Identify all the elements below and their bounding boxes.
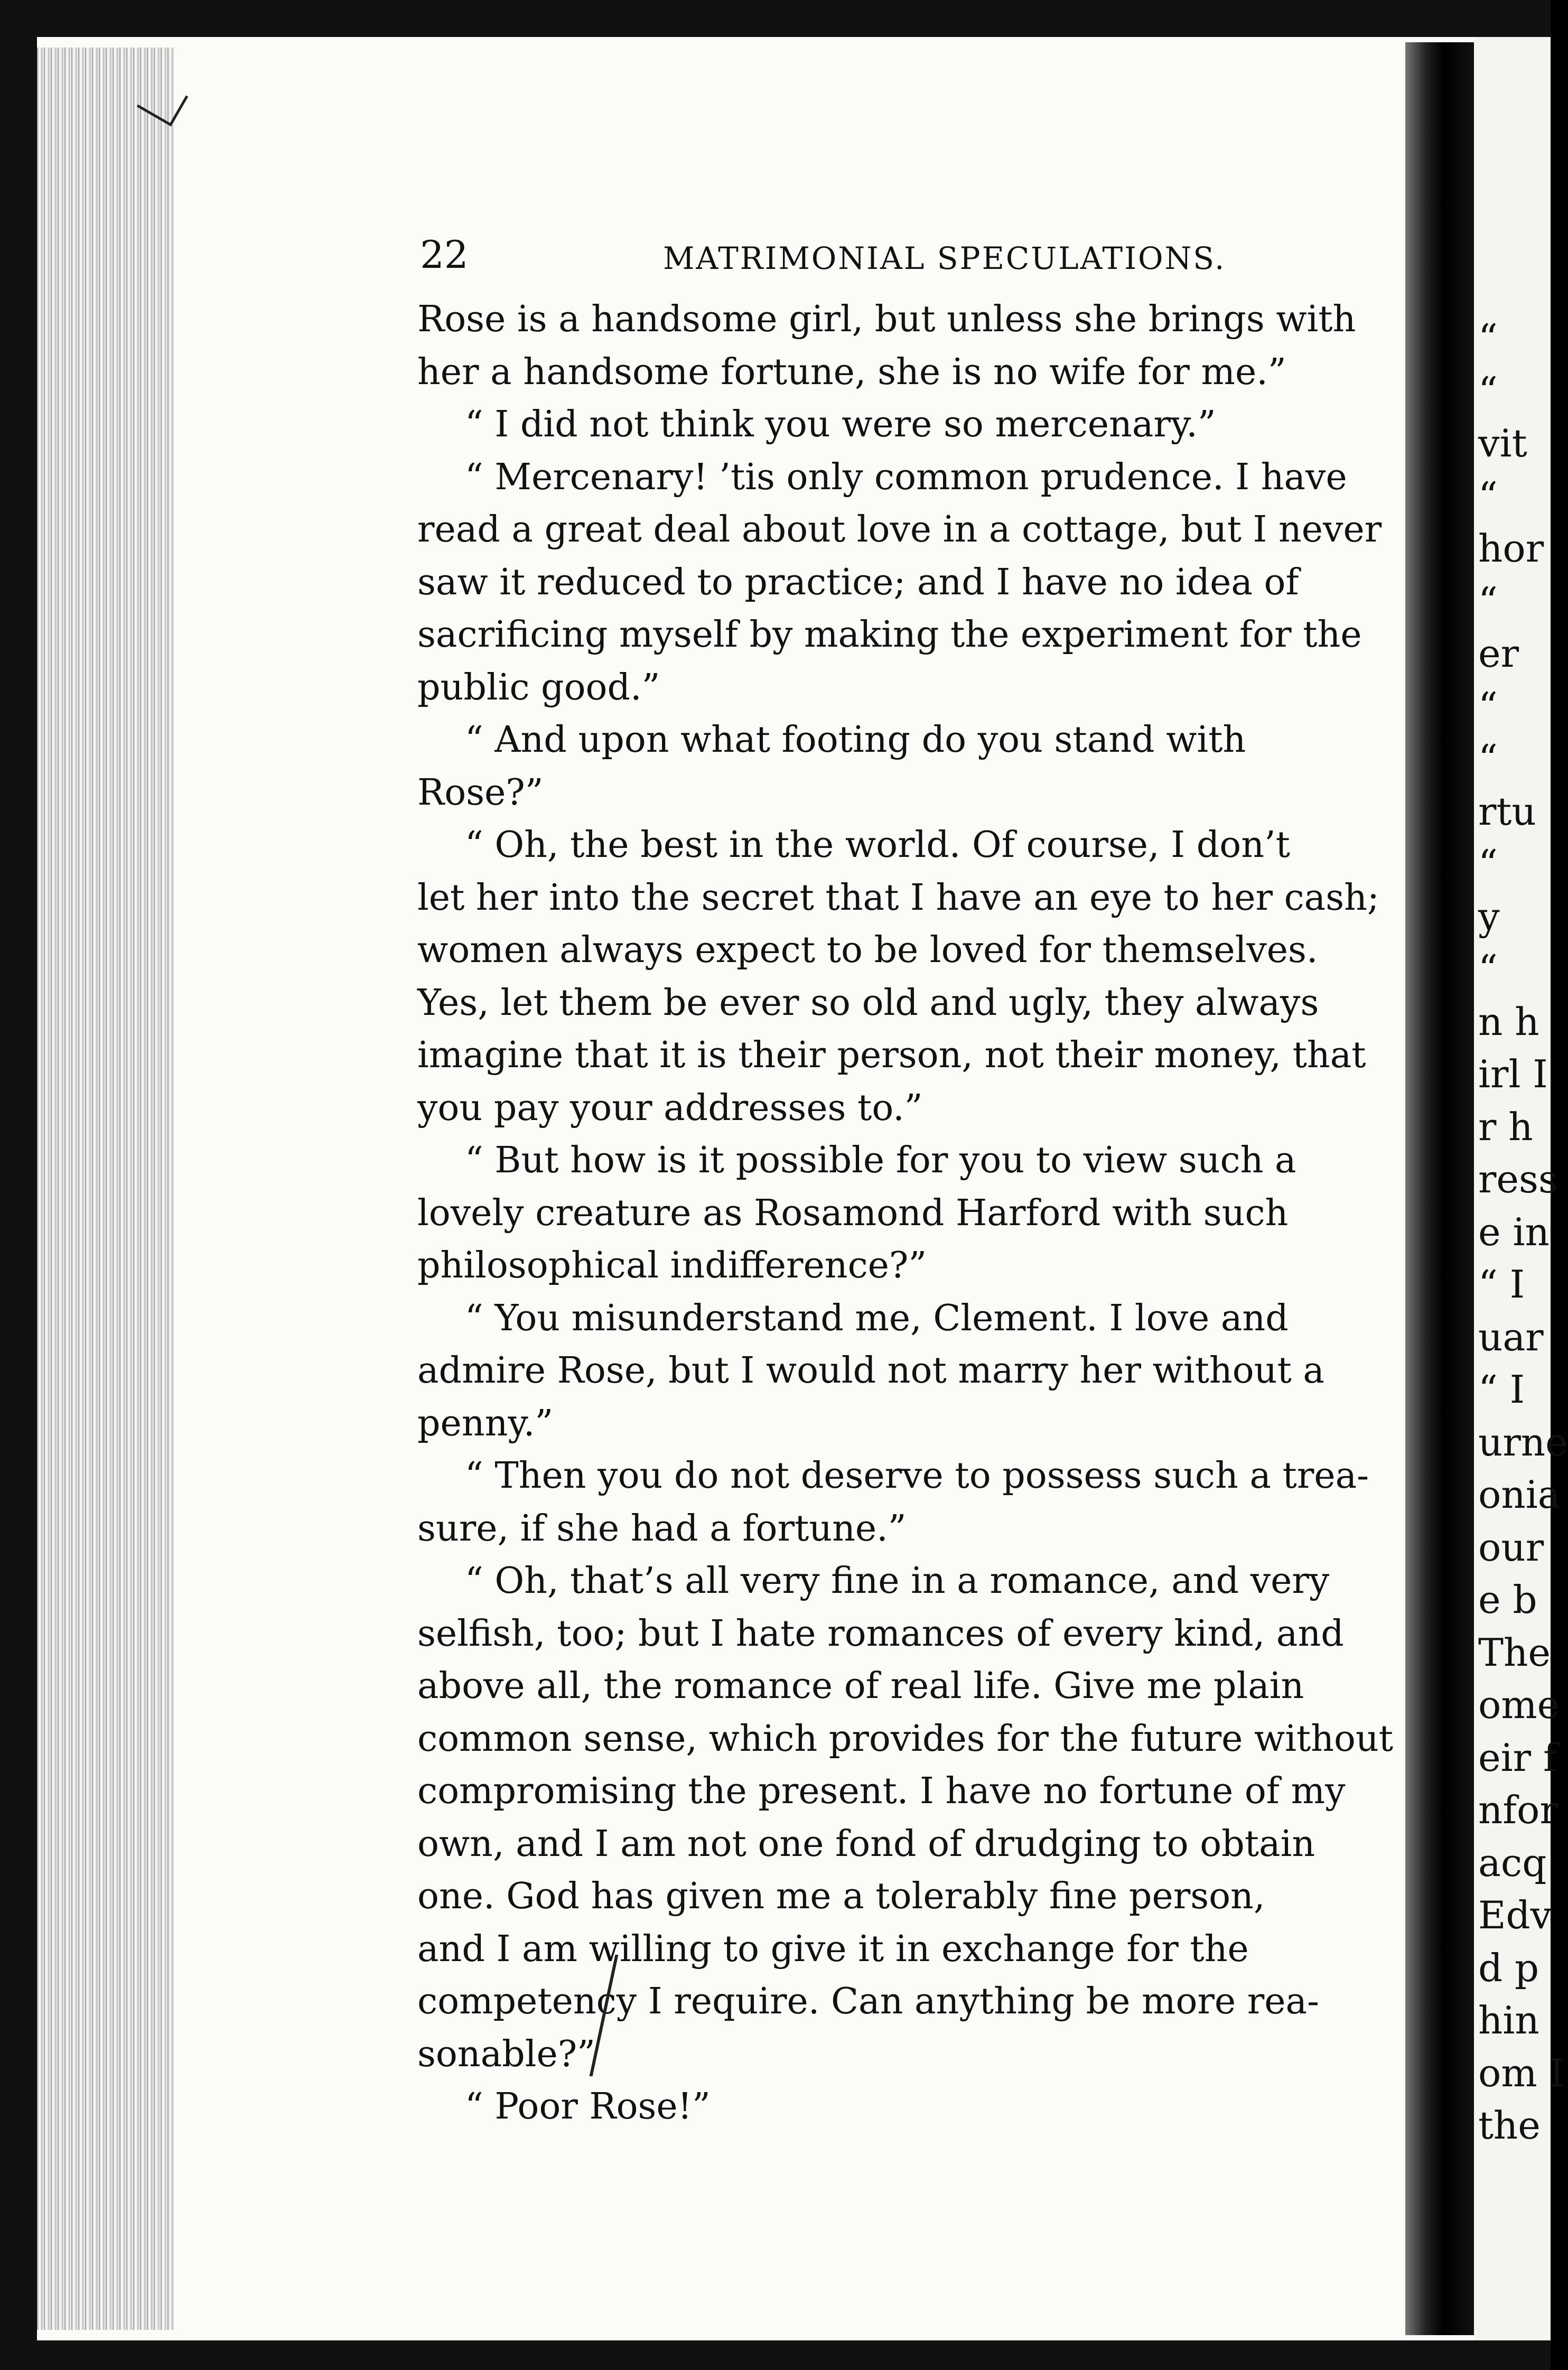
running-title: MATRIMONIAL SPECULATIONS.: [663, 240, 1226, 276]
text-line: imagine that it is their person, not their money, that: [417, 1034, 1366, 1076]
text-line: Rose is a handsome girl, but unless she brings with: [417, 298, 1356, 340]
text-line: “ You misunderstand me, Clement. I love and: [465, 1297, 1289, 1339]
text-line: Rose?”: [417, 771, 544, 814]
facing-page-fragment: “: [1478, 947, 1498, 991]
facing-page-fragment: rtu: [1478, 789, 1536, 834]
text-line: and I am willing to give it in exchange for the: [417, 1928, 1249, 1970]
text-line: sacrificing myself by making the experiment for the: [417, 614, 1362, 656]
facing-page-fragment: “: [1478, 316, 1498, 360]
facing-page-fragment: “: [1478, 578, 1498, 623]
text-line: lovely creature as Rosamond Harford with such: [417, 1192, 1289, 1234]
facing-page-fragment: The: [1478, 1630, 1551, 1675]
text-line: “ Poor Rose!”: [465, 2086, 711, 2128]
facing-page-fragment: ress: [1478, 1157, 1558, 1201]
facing-page-fragment: n h: [1478, 999, 1539, 1044]
text-line: “ Oh, the best in the world. Of course, I don’t: [465, 824, 1290, 866]
text-line: philosophical indifference?”: [417, 1245, 927, 1286]
text-line: penny.”: [417, 1402, 554, 1444]
text-line: own, and I am not one fond of drudging to obtain: [417, 1823, 1315, 1865]
text-line: competency I require. Can anything be more rea-: [417, 1981, 1320, 2022]
facing-page-fragment: eir f: [1478, 1735, 1557, 1780]
book-gutter: [1405, 42, 1474, 2335]
facing-page-fragment: “ I: [1478, 1367, 1525, 1412]
facing-page-fragment: “: [1478, 473, 1498, 518]
text-line: sonable?”: [417, 2033, 595, 2075]
text-line: admire Rose, but I would not marry her without a: [417, 1350, 1324, 1392]
facing-page-fragment: om I: [1478, 2050, 1564, 2095]
facing-page-fragment: nfor: [1478, 1788, 1558, 1832]
text-line: let her into the secret that I have an eye to her cash;: [417, 876, 1379, 919]
text-line: common sense, which provides for the future without: [417, 1718, 1394, 1760]
facing-page-fragment: “: [1478, 736, 1498, 781]
text-line: sure, if she had a fortune.”: [417, 1507, 907, 1550]
facing-page-fragment: “ I: [1478, 1262, 1525, 1307]
text-line: Yes, let them be ever so old and ugly, they always: [417, 982, 1319, 1024]
text-line: you pay your addresses to.”: [417, 1087, 923, 1129]
facing-page-fragment: Edv: [1478, 1893, 1552, 1937]
facing-page-fragment: acq: [1478, 1840, 1547, 1885]
facing-page-fragment: the: [1478, 2103, 1541, 2148]
facing-page-fragment: e in: [1478, 1209, 1550, 1254]
text-line: one. God has given me a tolerably fine person,: [417, 1876, 1265, 1917]
text-line: “ But how is it possible for you to view such a: [465, 1140, 1296, 1181]
body-text: [417, 293, 1421, 2133]
facing-page-fragment: “: [1478, 684, 1498, 729]
facing-page-fragment: uar: [1478, 1314, 1544, 1359]
text-line: “ Then you do not deserve to possess such a trea-: [465, 1455, 1369, 1497]
text-line: selfish, too; but I hate romances of every kind, and: [417, 1612, 1344, 1655]
facing-page-fragment: er: [1478, 631, 1519, 676]
facing-page-fragment: y: [1478, 894, 1500, 939]
facing-page-fragment: urne: [1478, 1420, 1568, 1464]
facing-page-fragment: hor: [1478, 526, 1544, 571]
page-number: 22: [420, 232, 469, 277]
facing-page-fragment: vit: [1478, 421, 1527, 465]
facing-page-fragment: “: [1478, 368, 1498, 413]
text-line: her a handsome fortune, she is no wife for me.”: [417, 351, 1286, 393]
facing-page: [1474, 37, 1568, 2340]
text-line: women always expect to be loved for themselves.: [417, 929, 1318, 971]
facing-page-fragment: our: [1478, 1525, 1544, 1570]
facing-page-fragment: onia: [1478, 1472, 1561, 1517]
facing-page-fragment: r h: [1478, 1104, 1533, 1149]
facing-page-fragment: d p: [1478, 1945, 1539, 1990]
facing-page-fragment: “: [1478, 842, 1498, 886]
facing-page-fragment: e b: [1478, 1578, 1537, 1622]
facing-page-fragment: irl I: [1478, 1052, 1548, 1096]
facing-page-fragment: hin: [1478, 1998, 1539, 2042]
text-line: “ And upon what footing do you stand with: [465, 719, 1246, 761]
facing-page-fragment: ome: [1478, 1683, 1560, 1727]
text-line: “ I did not think you were so mercenary.”: [465, 404, 1216, 445]
text-line: above all, the romance of real life. Give me plain: [417, 1665, 1304, 1707]
text-line: read a great deal about love in a cottage, but I never: [417, 509, 1382, 550]
text-line: “ Mercenary! ’tis only common prudence. I have: [465, 456, 1347, 498]
text-line: compromising the present. I have no fortune of my: [417, 1770, 1346, 1812]
text-line: “ Oh, that’s all very fine in a romance, and very: [465, 1560, 1330, 1602]
text-line: saw it reduced to practice; and I have no idea of: [417, 561, 1299, 603]
page-edges: [37, 48, 174, 2330]
text-line: public good.”: [417, 666, 660, 708]
